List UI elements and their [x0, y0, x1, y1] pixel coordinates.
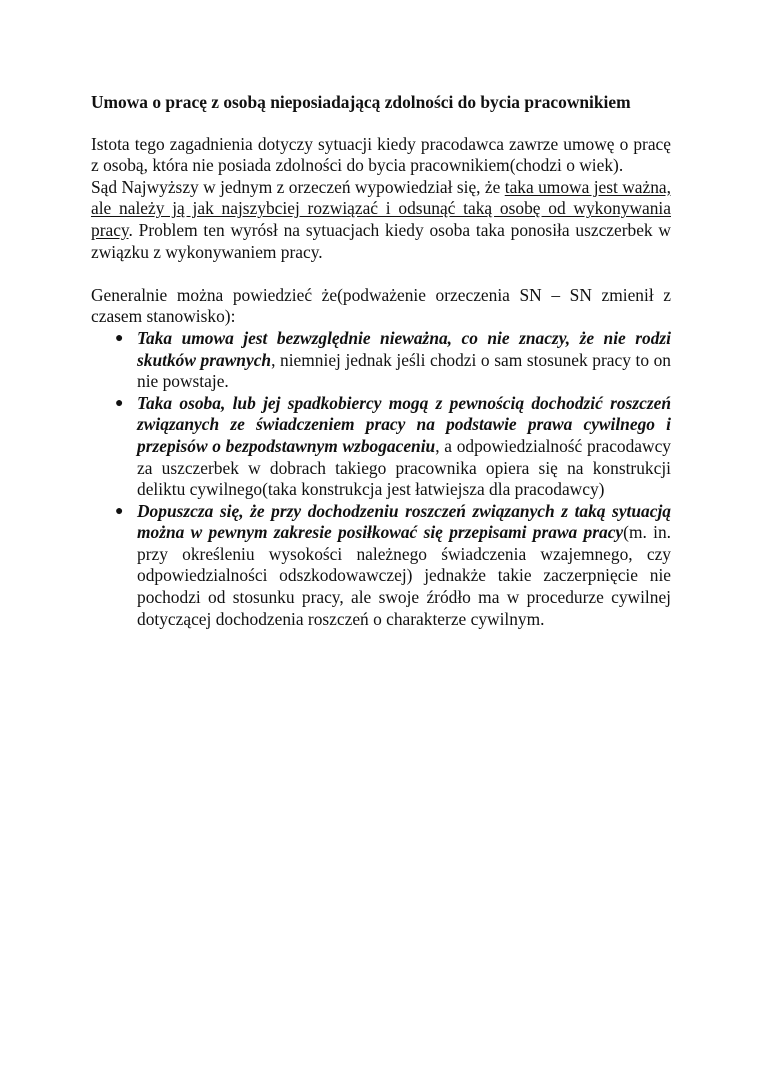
bullet-icon: ●: [115, 503, 124, 519]
bullet-normal-text: , a odpowiedzialność pracodawcy za uszczerbek w dobrach takiego pracownika opiera się na konstrukcji deliktu cywilnego(taka konstrukcja jest łatwiejsza dla pracodawcy): [137, 435, 671, 500]
bullet-icon: ●: [115, 330, 124, 346]
sn-underlined-text: taka umowa jest ważna, ale należy ją jak najszybciej rozwiązać i odsunąć taką osobę od wykonywania pracy: [91, 176, 671, 240]
bullet-list: [91, 328, 671, 630]
bullet-icon: ●: [115, 395, 124, 411]
list-item: [115, 327, 672, 393]
list-item: [115, 392, 671, 501]
document-page: [91, 92, 671, 630]
sn-text-after: . Problem ten wyrósł na sytuacjach kiedy osoba taka ponosiła uszczerbek w związku z wykonywaniem pracy.: [91, 219, 671, 262]
supreme-court-paragraph: [91, 177, 671, 263]
intro-paragraph: Istota tego zagadnienia dotyczy sytuacji kiedy pracodawca zawrze umowę o pracę z osobą, która nie posiada zdolności do bycia pracownikiem(chodzi o wiek).: [91, 133, 671, 176]
document-title: Umowa o pracę z osobą nieposiadającą zdolności do bycia pracownikiem: [91, 92, 631, 112]
bullet-bold-text: Taka osoba, lub jej spadkobiercy mogą z pewnością dochodzić roszczeń związanych ze świadczeniem pracy na podstawie prawa cywilnego i przepisów o bezpodstawnym wzbogaceniu: [137, 392, 671, 456]
list-item: [115, 500, 671, 631]
bullet-normal-text: , niemniej jednak jeśli chodzi o sam stosunek pracy to on nie powstaje.: [137, 349, 672, 392]
bullet-bold-text: Dopuszcza się, że przy dochodzeniu roszczeń związanych z taką sytuacją można w pewnym zakresie posiłkować się przepisami prawa pracy: [137, 500, 671, 543]
sn-text-before: Sąd Najwyższy w jednym z orzeczeń wypowiedział się, że: [91, 176, 505, 197]
paragraph-spacer: [91, 263, 671, 285]
bullet-normal-text: (m. in. przy określeniu wysokości należnego świadczenia wzajemnego, czy odpowiedzialności odszkodowawczej) jednakże takie zaczerpnięcie nie pochodzi od stosunku pracy, ale swoje źródło ma w procedurze cywilnej dotyczącej dochodzenia roszczeń o charakterze cywilnym.: [137, 522, 671, 629]
bullet-bold-text: Taka umowa jest bezwzględnie nieważna, co nie znaczy, że nie rodzi skutków prawnych: [137, 327, 671, 370]
general-paragraph: Generalnie można powiedzieć że(podważenie orzeczenia SN – SN zmienił z czasem stanowisko):: [91, 284, 671, 327]
